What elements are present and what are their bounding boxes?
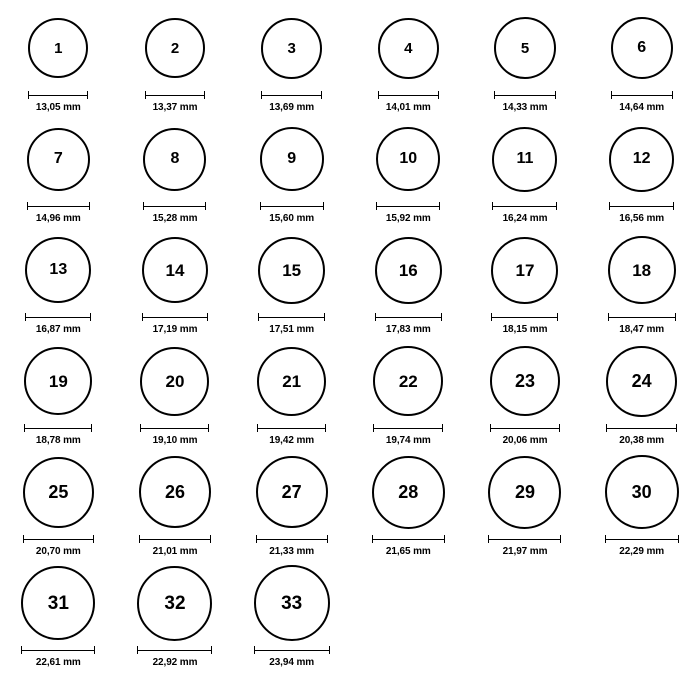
ring-size-number: 33 xyxy=(281,592,303,614)
measure-bar xyxy=(611,91,673,99)
measure-bar xyxy=(609,202,674,210)
ring-size-number: 30 xyxy=(631,482,652,502)
diameter-label: 21,65 mm xyxy=(385,546,431,557)
measure-bar xyxy=(605,535,679,543)
diameter-label: 17,19 mm xyxy=(152,324,198,335)
measure-bar xyxy=(261,91,322,99)
ring-size-cell xyxy=(0,339,117,450)
ring-size-number: 10 xyxy=(399,150,418,167)
ring-size-cell xyxy=(0,450,117,561)
ring-circle-wrap xyxy=(23,450,94,534)
diameter-measure-line xyxy=(261,90,322,99)
ring-circle-wrap xyxy=(494,6,556,90)
ring-size-cell xyxy=(350,228,467,339)
measure-bar xyxy=(488,535,561,543)
ring-size-cell xyxy=(350,6,467,117)
ring-size-number: 12 xyxy=(632,150,651,167)
measure-bar xyxy=(137,646,212,654)
ring-size-cell xyxy=(350,450,467,561)
diameter-measure-line xyxy=(378,90,439,99)
ring-size-cell xyxy=(117,450,234,561)
ring-size-number: 13 xyxy=(49,261,68,278)
measure-bar xyxy=(260,202,324,210)
measure-bar xyxy=(378,91,439,99)
diameter-label: 14,96 mm xyxy=(35,213,81,224)
ring-size-cell xyxy=(0,228,117,339)
ring-circle-wrap xyxy=(257,339,326,423)
ring-circle xyxy=(373,346,443,416)
diameter-label: 13,37 mm xyxy=(152,102,198,113)
ring-size-cell xyxy=(583,117,700,228)
ring-size-number: 16 xyxy=(398,260,418,280)
ring-size-number: 23 xyxy=(514,371,535,391)
ring-size-cell xyxy=(233,117,350,228)
diameter-measure-line xyxy=(376,201,440,210)
diameter-label: 13,69 mm xyxy=(269,102,315,113)
ring-size-cell xyxy=(233,228,350,339)
ring-size-number: 11 xyxy=(516,150,534,167)
ring-size-number: 2 xyxy=(170,39,180,57)
measure-bar xyxy=(375,313,442,321)
diameter-label: 23,94 mm xyxy=(269,657,315,668)
diameter-measure-line xyxy=(605,534,679,543)
ring-circle-wrap xyxy=(491,228,558,312)
ring-size-number: 28 xyxy=(398,482,419,502)
ring-circle-wrap xyxy=(490,339,560,423)
ring-size-cell xyxy=(233,561,350,672)
ring-circle-wrap xyxy=(24,339,92,423)
measure-bar xyxy=(21,646,95,654)
measure-bar xyxy=(139,535,211,543)
diameter-measure-line xyxy=(258,312,325,321)
diameter-measure-line xyxy=(139,534,211,543)
diameter-measure-line xyxy=(257,423,326,432)
ring-circle-wrap xyxy=(25,228,91,312)
ring-circle xyxy=(261,18,322,79)
ring-size-cell xyxy=(0,561,117,672)
diameter-label: 14,01 mm xyxy=(385,102,431,113)
measure-bar xyxy=(28,91,88,99)
ring-circle xyxy=(494,17,556,79)
ring-circle xyxy=(611,17,673,79)
diameter-measure-line xyxy=(608,312,676,321)
ring-size-number: 32 xyxy=(164,592,186,614)
ring-circle-wrap xyxy=(606,339,677,423)
diameter-label: 18,15 mm xyxy=(502,324,548,335)
ring-size-cell xyxy=(233,6,350,117)
ring-size-number: 31 xyxy=(47,592,69,614)
ring-size-cell xyxy=(0,117,117,228)
ring-size-cell xyxy=(117,339,234,450)
ring-size-number: 18 xyxy=(632,260,652,280)
ring-size-number: 9 xyxy=(287,150,297,167)
ring-circle-wrap xyxy=(608,228,676,312)
diameter-label: 20,38 mm xyxy=(619,435,665,446)
ring-size-number: 19 xyxy=(48,371,68,391)
diameter-measure-line xyxy=(137,645,212,654)
ring-circle-wrap xyxy=(143,117,206,201)
ring-circle-wrap xyxy=(145,6,205,90)
ring-circle-wrap xyxy=(605,450,679,534)
ring-circle-wrap xyxy=(137,561,212,645)
diameter-label: 21,01 mm xyxy=(152,546,198,557)
diameter-label: 15,60 mm xyxy=(269,213,315,224)
ring-circle xyxy=(145,18,205,78)
diameter-measure-line xyxy=(142,312,208,321)
diameter-measure-line xyxy=(140,423,209,432)
ring-circle xyxy=(256,456,328,528)
diameter-label: 19,74 mm xyxy=(385,435,431,446)
ring-size-number: 3 xyxy=(287,39,296,57)
diameter-label: 13,05 mm xyxy=(35,102,81,113)
ring-size-cell xyxy=(233,339,350,450)
ring-circle-wrap xyxy=(140,339,209,423)
ring-circle xyxy=(258,237,325,304)
ring-size-cell xyxy=(583,6,700,117)
ring-circle-wrap xyxy=(261,6,322,90)
diameter-label: 22,92 mm xyxy=(152,657,198,668)
ring-size-number: 22 xyxy=(398,371,418,391)
ring-circle xyxy=(372,456,445,529)
ring-size-number: 15 xyxy=(282,260,302,280)
diameter-label: 20,70 mm xyxy=(35,546,81,557)
ring-circle xyxy=(375,237,442,304)
ring-size-number: 21 xyxy=(282,371,302,391)
measure-bar xyxy=(492,202,557,210)
diameter-label: 16,56 mm xyxy=(619,213,665,224)
diameter-measure-line xyxy=(260,201,324,210)
measure-bar xyxy=(143,202,206,210)
diameter-measure-line xyxy=(256,534,328,543)
diameter-measure-line xyxy=(373,423,443,432)
diameter-measure-line xyxy=(606,423,677,432)
ring-size-number: 5 xyxy=(520,39,530,57)
ring-size-number: 14 xyxy=(165,260,185,280)
ring-circle xyxy=(378,18,439,79)
diameter-label: 17,51 mm xyxy=(269,324,315,335)
ring-circle xyxy=(490,346,560,416)
diameter-measure-line xyxy=(609,201,674,210)
ring-circle-wrap xyxy=(142,228,208,312)
ring-size-cell xyxy=(0,6,117,117)
ring-size-cell xyxy=(467,339,584,450)
measure-bar xyxy=(376,202,440,210)
ring-circle-wrap xyxy=(378,6,439,90)
ring-circle xyxy=(28,18,88,78)
ring-circle xyxy=(609,127,674,192)
diameter-label: 21,97 mm xyxy=(502,546,548,557)
measure-bar xyxy=(491,313,558,321)
diameter-measure-line xyxy=(491,312,558,321)
ring-size-cell xyxy=(350,339,467,450)
ring-circle xyxy=(27,128,90,191)
ring-circle xyxy=(25,237,91,303)
diameter-label: 19,42 mm xyxy=(269,435,315,446)
diameter-measure-line xyxy=(492,201,557,210)
ring-circle xyxy=(142,237,208,303)
ring-size-number: 20 xyxy=(165,371,185,391)
diameter-measure-line xyxy=(27,201,90,210)
ring-size-cell xyxy=(467,117,584,228)
diameter-measure-line xyxy=(143,201,206,210)
ring-circle xyxy=(488,456,561,529)
ring-size-number: 29 xyxy=(514,482,535,502)
ring-circle xyxy=(21,566,95,640)
ring-size-number: 26 xyxy=(164,482,185,502)
ring-size-cell xyxy=(233,450,350,561)
ring-circle xyxy=(23,457,94,528)
ring-circle xyxy=(492,127,557,192)
ring-circle-wrap xyxy=(260,117,324,201)
diameter-label: 15,28 mm xyxy=(152,213,198,224)
ring-size-number: 1 xyxy=(54,39,63,57)
diameter-label: 15,92 mm xyxy=(385,213,431,224)
ring-circle-wrap xyxy=(375,228,442,312)
ring-circle xyxy=(606,346,677,417)
ring-size-cell xyxy=(117,228,234,339)
ring-circle xyxy=(605,455,679,529)
diameter-label: 16,87 mm xyxy=(35,324,81,335)
measure-bar xyxy=(23,535,94,543)
measure-bar xyxy=(373,424,443,432)
ring-size-number: 17 xyxy=(515,260,535,280)
measure-bar xyxy=(142,313,208,321)
diameter-measure-line xyxy=(24,423,92,432)
diameter-label: 22,29 mm xyxy=(619,546,665,557)
ring-size-number: 24 xyxy=(631,371,652,391)
diameter-label: 21,33 mm xyxy=(269,546,315,557)
ring-size-cell xyxy=(117,561,234,672)
measure-bar xyxy=(257,424,326,432)
measure-bar xyxy=(140,424,209,432)
ring-circle-wrap xyxy=(21,561,95,645)
ring-circle-wrap xyxy=(258,228,325,312)
measure-bar xyxy=(254,646,330,654)
diameter-measure-line xyxy=(375,312,442,321)
diameter-label: 19,10 mm xyxy=(152,435,198,446)
ring-circle-wrap xyxy=(609,117,674,201)
diameter-label: 18,78 mm xyxy=(35,435,81,446)
diameter-measure-line xyxy=(372,534,445,543)
diameter-label: 20,06 mm xyxy=(502,435,548,446)
measure-bar xyxy=(24,424,92,432)
diameter-measure-line xyxy=(23,534,94,543)
measure-bar xyxy=(494,91,556,99)
ring-circle xyxy=(137,566,212,641)
ring-circle-wrap xyxy=(28,6,88,90)
ring-circle-wrap xyxy=(488,450,561,534)
ring-size-cell xyxy=(117,117,234,228)
ring-circle xyxy=(139,456,211,528)
ring-size-cell xyxy=(467,450,584,561)
ring-size-cell xyxy=(467,228,584,339)
ring-circle xyxy=(140,347,209,416)
diameter-measure-line xyxy=(254,645,330,654)
ring-circle-wrap xyxy=(139,450,211,534)
diameter-measure-line xyxy=(28,90,88,99)
ring-circle-wrap xyxy=(492,117,557,201)
ring-circle xyxy=(257,347,326,416)
diameter-measure-line xyxy=(21,645,95,654)
measure-bar xyxy=(256,535,328,543)
diameter-measure-line xyxy=(25,312,91,321)
ring-size-cell xyxy=(117,6,234,117)
ring-circle xyxy=(260,127,324,191)
ring-size-number: 25 xyxy=(48,482,69,502)
ring-circle xyxy=(376,127,440,191)
ring-circle-wrap xyxy=(372,450,445,534)
ring-circle xyxy=(608,236,676,304)
ring-size-number: 8 xyxy=(170,150,180,167)
ring-size-cell xyxy=(583,339,700,450)
diameter-label: 17,83 mm xyxy=(385,324,431,335)
measure-bar xyxy=(258,313,325,321)
ring-size-number: 27 xyxy=(281,482,302,502)
ring-circle-wrap xyxy=(611,6,673,90)
ring-size-number: 7 xyxy=(53,150,63,167)
measure-bar xyxy=(372,535,445,543)
diameter-label: 14,33 mm xyxy=(502,102,548,113)
measure-bar xyxy=(608,313,676,321)
ring-circle xyxy=(24,347,92,415)
ring-circle-wrap xyxy=(376,117,440,201)
diameter-label: 14,64 mm xyxy=(619,102,665,113)
measure-bar xyxy=(490,424,560,432)
diameter-label: 18,47 mm xyxy=(619,324,665,335)
ring-circle xyxy=(143,128,206,191)
ring-size-cell xyxy=(467,6,584,117)
diameter-measure-line xyxy=(145,90,205,99)
ring-circle-wrap xyxy=(256,450,328,534)
measure-bar xyxy=(27,202,90,210)
ring-circle xyxy=(254,565,330,641)
ring-circle xyxy=(491,237,558,304)
ring-size-number: 6 xyxy=(637,39,647,56)
measure-bar xyxy=(606,424,677,432)
ring-circle-wrap xyxy=(373,339,443,423)
ring-size-cell xyxy=(350,117,467,228)
diameter-measure-line xyxy=(611,90,673,99)
diameter-label: 16,24 mm xyxy=(502,213,548,224)
measure-bar xyxy=(25,313,91,321)
diameter-measure-line xyxy=(494,90,556,99)
measure-bar xyxy=(145,91,205,99)
diameter-measure-line xyxy=(488,534,561,543)
ring-circle-wrap xyxy=(27,117,90,201)
diameter-measure-line xyxy=(490,423,560,432)
ring-circle-wrap xyxy=(254,561,330,645)
ring-size-cell xyxy=(583,450,700,561)
diameter-label: 22,61 mm xyxy=(35,657,81,668)
ring-size-cell xyxy=(583,228,700,339)
ring-size-number: 4 xyxy=(404,39,413,57)
